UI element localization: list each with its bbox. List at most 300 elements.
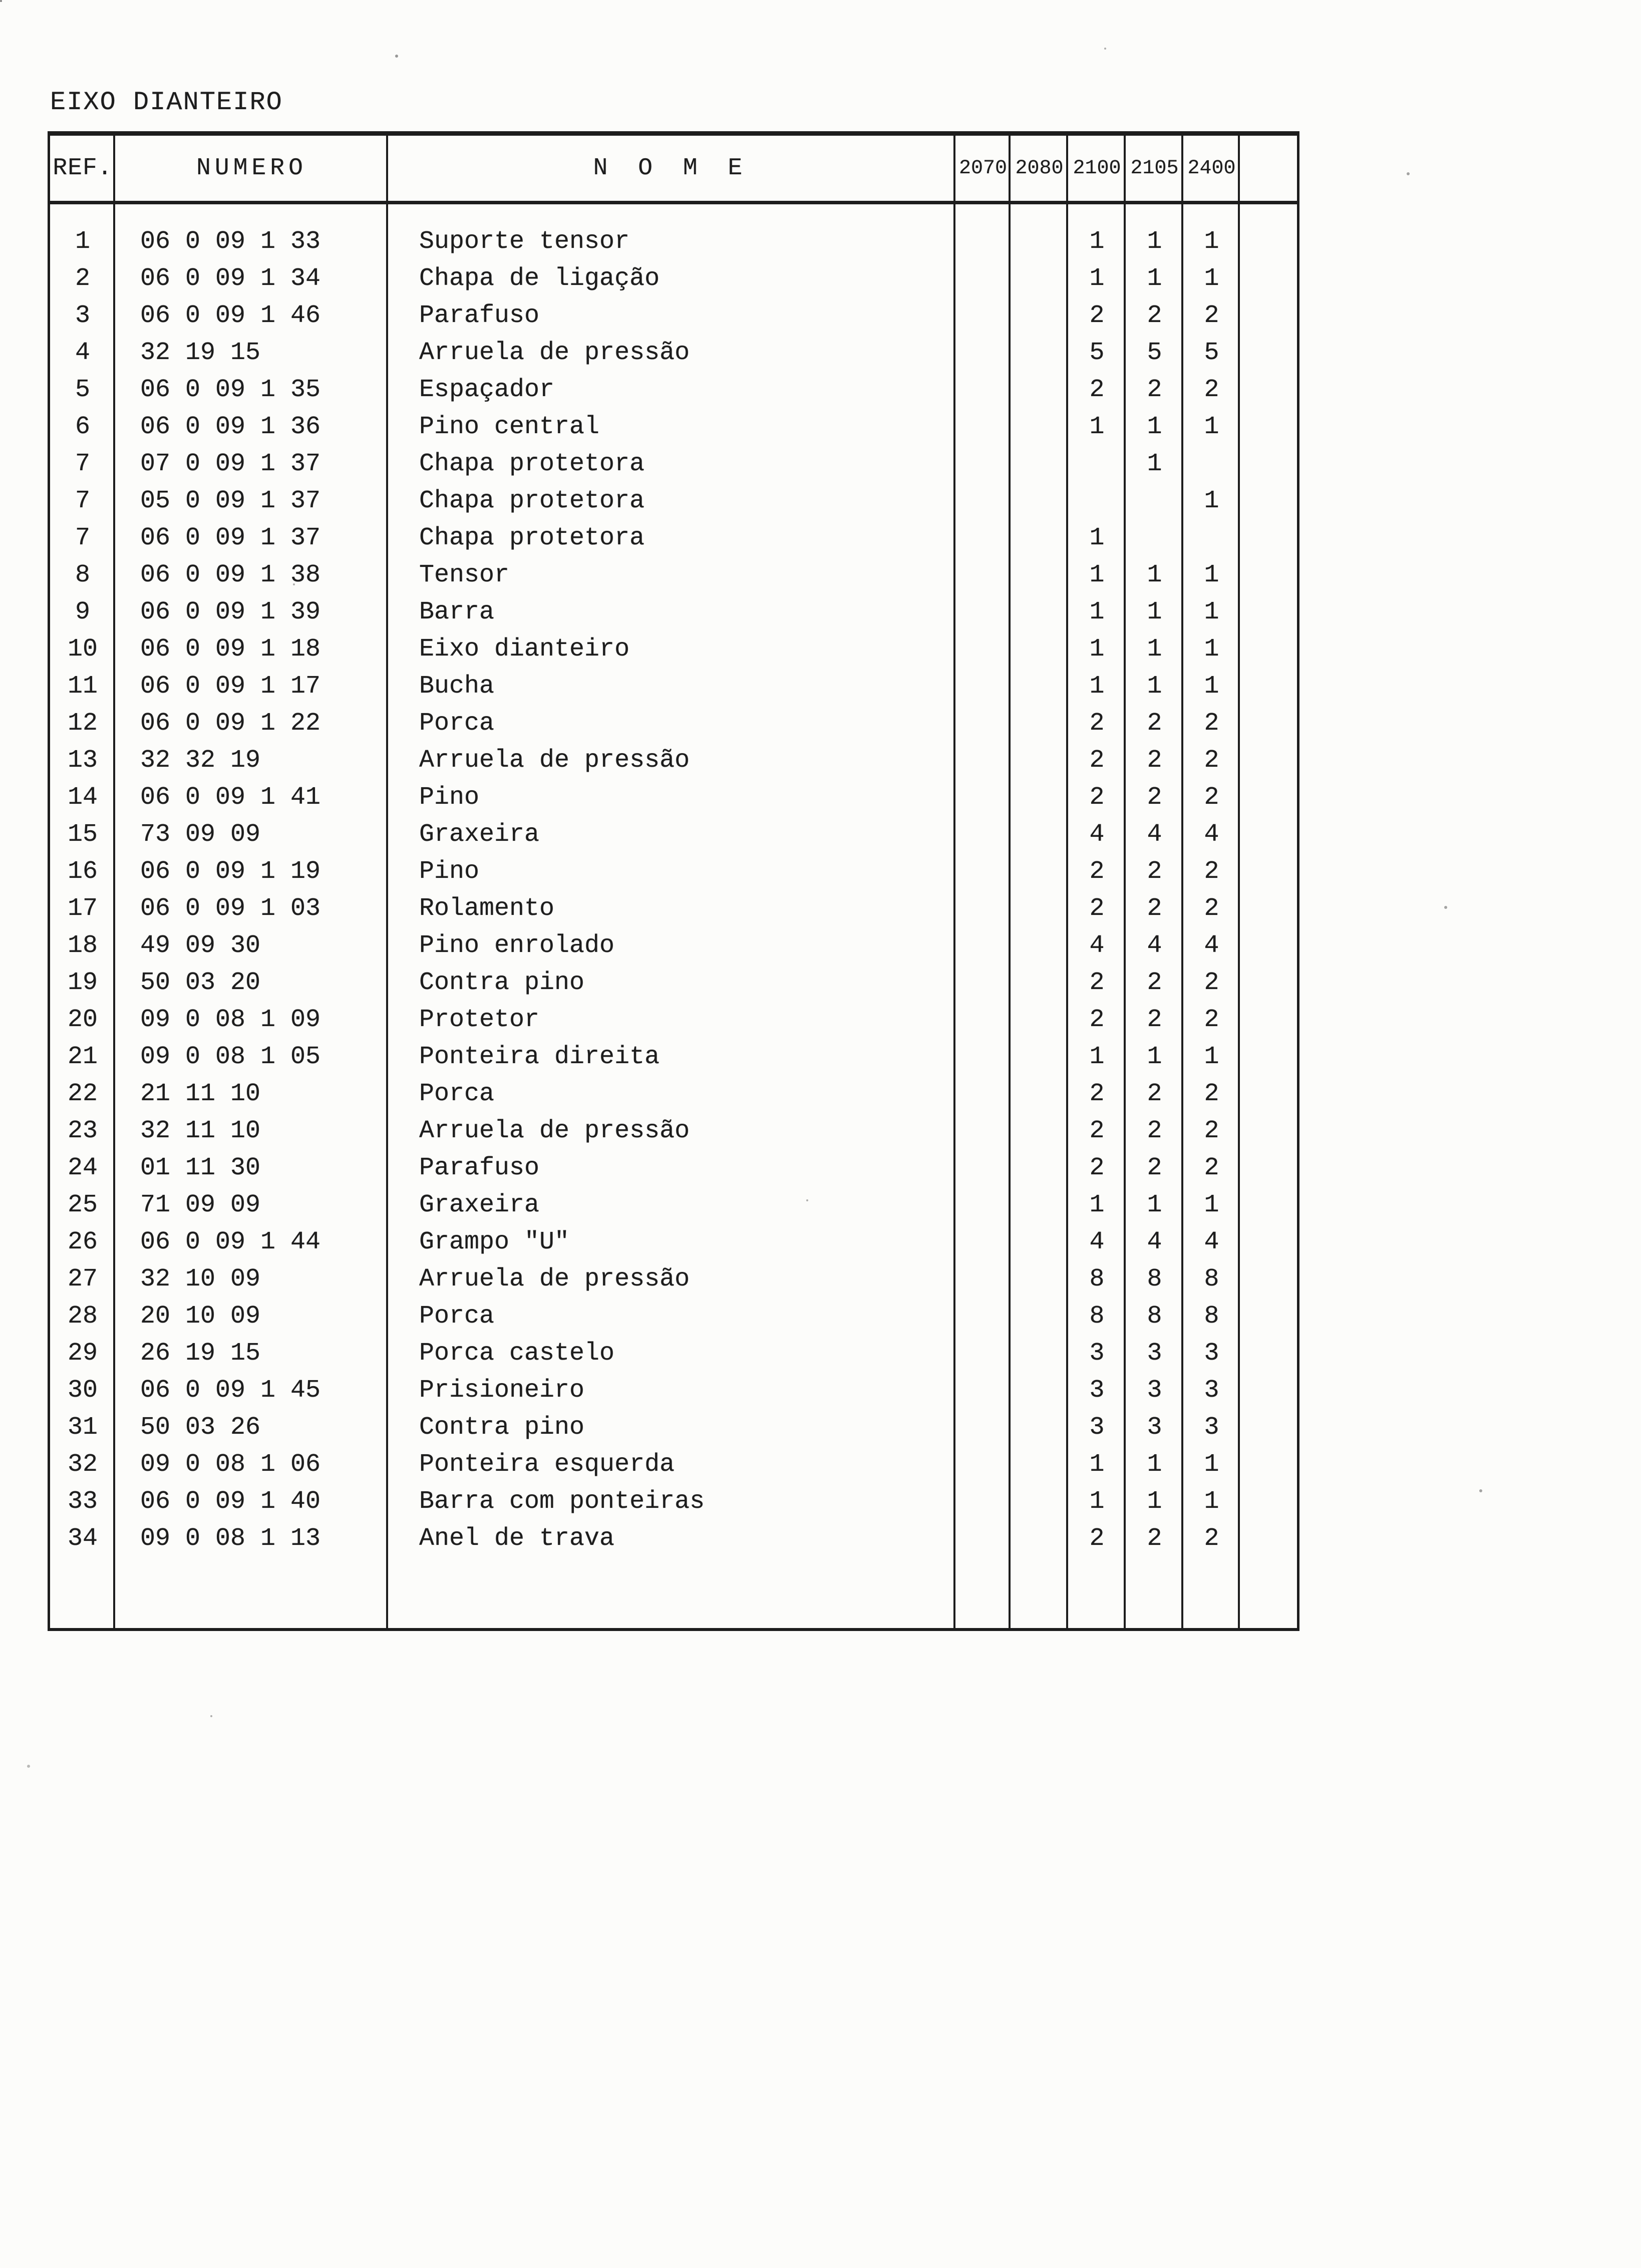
- qty-2100-cell: 1: [1089, 264, 1105, 293]
- nome-cell: Arruela de pressão: [419, 746, 690, 775]
- ref-cell: 26: [67, 1227, 98, 1256]
- nome-cell: Prisioneiro: [419, 1376, 585, 1405]
- nome-cell: Barra com ponteiras: [419, 1487, 705, 1516]
- numero-cell: 06 0 09 1 38: [140, 560, 321, 589]
- nome-cell: Eixo dianteiro: [419, 634, 630, 664]
- qty-2105-cell: 1: [1147, 227, 1162, 256]
- extra-cell: [1240, 1335, 1297, 1372]
- qty-2070-cell: [955, 297, 1011, 334]
- qty-2100-cell: 2: [1089, 894, 1105, 923]
- ref-cell: 4: [75, 338, 90, 367]
- qty-2080-cell: [1011, 668, 1068, 705]
- extra-cell: [1240, 482, 1297, 519]
- qty-2105-cell: 5: [1147, 338, 1162, 367]
- qty-2105-cell: 2: [1147, 857, 1162, 886]
- qty-2070-cell: [955, 334, 1011, 371]
- qty-2105-cell: 1: [1147, 412, 1162, 441]
- qty-2105-cell: [1126, 519, 1183, 556]
- nome-cell: Porca: [419, 709, 495, 738]
- qty-2400-cell: 2: [1204, 857, 1219, 886]
- ref-cell: 29: [67, 1339, 98, 1368]
- header-ref: REF.: [53, 155, 113, 182]
- qty-2080-cell: [1011, 1149, 1068, 1186]
- numero-cell: 06 0 09 1 34: [140, 264, 321, 293]
- qty-2080-cell: [1011, 1186, 1068, 1223]
- nome-cell: Parafuso: [419, 301, 540, 330]
- qty-2080-cell: [1011, 1298, 1068, 1335]
- qty-2100-cell: 1: [1089, 597, 1105, 626]
- header-model-2400: 2400: [1187, 157, 1236, 180]
- qty-2400-cell: 2: [1204, 1079, 1219, 1108]
- numero-cell: 06 0 09 1 18: [140, 634, 321, 664]
- qty-2400-cell: 1: [1204, 486, 1219, 515]
- qty-2105-cell: 2: [1147, 968, 1162, 997]
- qty-2400-cell: 1: [1204, 1190, 1219, 1219]
- numero-cell: 06 0 09 1 36: [140, 412, 321, 441]
- qty-2080-cell: [1011, 1335, 1068, 1372]
- table-row: [50, 1112, 1297, 1149]
- qty-2070-cell: [955, 408, 1011, 445]
- scan-speckles: [0, 0, 2, 2]
- table-row: [50, 630, 1297, 668]
- qty-2100-cell: 2: [1089, 857, 1105, 886]
- qty-2070-cell: [955, 1038, 1011, 1075]
- qty-2105-cell: 2: [1147, 1005, 1162, 1034]
- qty-2100-cell: 2: [1089, 783, 1105, 812]
- nome-cell: Porca castelo: [419, 1339, 615, 1368]
- qty-2070-cell: [955, 556, 1011, 593]
- qty-2080-cell: [1011, 223, 1068, 260]
- qty-2105-cell: 1: [1147, 1042, 1162, 1071]
- qty-2100-cell: 1: [1089, 1450, 1105, 1479]
- qty-2400-cell: 2: [1204, 894, 1219, 923]
- qty-2080-cell: [1011, 1446, 1068, 1483]
- extra-cell: [1240, 742, 1297, 779]
- qty-2070-cell: [955, 1186, 1011, 1223]
- qty-2100-cell: 3: [1089, 1413, 1105, 1442]
- table-row: [50, 371, 1297, 408]
- ref-cell: 27: [67, 1264, 98, 1293]
- qty-2100-cell: [1068, 445, 1126, 482]
- qty-2400-cell: 3: [1204, 1413, 1219, 1442]
- qty-2080-cell: [1011, 1372, 1068, 1409]
- ref-cell: 14: [67, 783, 98, 812]
- qty-2080-cell: [1011, 1409, 1068, 1446]
- qty-2080-cell: [1011, 1260, 1068, 1298]
- qty-2070-cell: [955, 630, 1011, 668]
- nome-cell: Arruela de pressão: [419, 338, 690, 367]
- nome-cell: Tensor: [419, 560, 510, 589]
- qty-2100-cell: 2: [1089, 746, 1105, 775]
- qty-2400-cell: 4: [1204, 820, 1219, 849]
- qty-2080-cell: [1011, 853, 1068, 890]
- qty-2070-cell: [955, 1149, 1011, 1186]
- qty-2100-cell: 2: [1089, 709, 1105, 738]
- numero-cell: 06 0 09 1 17: [140, 672, 321, 701]
- numero-cell: 06 0 09 1 37: [140, 523, 321, 552]
- qty-2400-cell: 4: [1204, 931, 1219, 960]
- header-model-2070: 2070: [958, 157, 1007, 180]
- qty-2400-cell: 2: [1204, 301, 1219, 330]
- numero-cell: 06 0 09 1 40: [140, 1487, 321, 1516]
- extra-cell: [1240, 371, 1297, 408]
- table-row: [50, 964, 1297, 1001]
- qty-2105-cell: 4: [1147, 931, 1162, 960]
- table-row: [50, 1520, 1297, 1557]
- nome-cell: Contra pino: [419, 1413, 585, 1442]
- numero-cell: 09 0 08 1 13: [140, 1524, 321, 1553]
- qty-2080-cell: [1011, 1075, 1068, 1112]
- table-row: [50, 927, 1297, 964]
- table-row: [50, 1223, 1297, 1260]
- numero-cell: 06 0 09 1 19: [140, 857, 321, 886]
- table-row: [50, 1186, 1297, 1223]
- extra-cell: [1240, 1001, 1297, 1038]
- table-row: [50, 816, 1297, 853]
- numero-cell: 21 11 10: [140, 1079, 261, 1108]
- qty-2400-cell: 8: [1204, 1302, 1219, 1331]
- extra-cell: [1240, 593, 1297, 630]
- qty-2400-cell: 2: [1204, 783, 1219, 812]
- qty-2105-cell: [1126, 482, 1183, 519]
- qty-2070-cell: [955, 260, 1011, 297]
- numero-cell: 32 19 15: [140, 338, 261, 367]
- qty-2105-cell: 1: [1147, 449, 1162, 478]
- qty-2400-cell: 5: [1204, 338, 1219, 367]
- nome-cell: Barra: [419, 597, 495, 626]
- qty-2070-cell: [955, 445, 1011, 482]
- qty-2105-cell: 1: [1147, 560, 1162, 589]
- qty-2400-cell: 2: [1204, 1153, 1219, 1182]
- numero-cell: 20 10 09: [140, 1302, 261, 1331]
- qty-2080-cell: [1011, 742, 1068, 779]
- qty-2100-cell: 8: [1089, 1302, 1105, 1331]
- ref-cell: 8: [75, 560, 90, 589]
- qty-2105-cell: 1: [1147, 634, 1162, 664]
- qty-2070-cell: [955, 1075, 1011, 1112]
- qty-2105-cell: 2: [1147, 375, 1162, 404]
- ref-cell: 23: [67, 1116, 98, 1145]
- qty-2400-cell: 1: [1204, 1450, 1219, 1479]
- numero-cell: 06 0 09 1 44: [140, 1227, 321, 1256]
- extra-cell: [1240, 668, 1297, 705]
- qty-2080-cell: [1011, 260, 1068, 297]
- extra-cell: [1240, 297, 1297, 334]
- table-row: [50, 593, 1297, 630]
- table-row: [50, 705, 1297, 742]
- column-divider-nome-2070: [953, 136, 955, 1628]
- qty-2070-cell: [955, 593, 1011, 630]
- table-header-row: [50, 136, 1297, 201]
- extra-cell: [1240, 260, 1297, 297]
- qty-2105-cell: 1: [1147, 1487, 1162, 1516]
- extra-cell: [1240, 1223, 1297, 1260]
- qty-2105-cell: 4: [1147, 820, 1162, 849]
- ref-cell: 7: [75, 449, 90, 478]
- ref-cell: 16: [67, 857, 98, 886]
- qty-2070-cell: [955, 1112, 1011, 1149]
- qty-2400-cell: 1: [1204, 227, 1219, 256]
- ref-cell: 1: [75, 227, 90, 256]
- extra-cell: [1240, 927, 1297, 964]
- table-row: [50, 260, 1297, 297]
- qty-2070-cell: [955, 816, 1011, 853]
- qty-2400-cell: 1: [1204, 597, 1219, 626]
- column-divider-numero-nome: [386, 136, 388, 1628]
- nome-cell: Graxeira: [419, 1190, 540, 1219]
- qty-2100-cell: 2: [1089, 375, 1105, 404]
- qty-2080-cell: [1011, 556, 1068, 593]
- extra-cell: [1240, 334, 1297, 371]
- qty-2070-cell: [955, 1223, 1011, 1260]
- extra-cell: [1240, 1298, 1297, 1335]
- qty-2105-cell: 1: [1147, 1190, 1162, 1219]
- qty-2100-cell: 2: [1089, 1524, 1105, 1553]
- qty-2070-cell: [955, 705, 1011, 742]
- ref-cell: 9: [75, 597, 90, 626]
- qty-2080-cell: [1011, 890, 1068, 927]
- numero-cell: 49 09 30: [140, 931, 261, 960]
- qty-2080-cell: [1011, 1520, 1068, 1557]
- table-row: [50, 1409, 1297, 1446]
- numero-cell: 32 10 09: [140, 1264, 261, 1293]
- parts-table: [48, 131, 1299, 1631]
- nome-cell: Chapa protetora: [419, 486, 645, 515]
- table-row: [50, 1372, 1297, 1409]
- ref-cell: 2: [75, 264, 90, 293]
- extra-cell: [1240, 890, 1297, 927]
- extra-cell: [1240, 1446, 1297, 1483]
- nome-cell: Parafuso: [419, 1153, 540, 1182]
- qty-2100-cell: 1: [1089, 1487, 1105, 1516]
- header-model-2080: 2080: [1015, 157, 1064, 180]
- qty-2070-cell: [955, 742, 1011, 779]
- numero-cell: 07 0 09 1 37: [140, 449, 321, 478]
- ref-cell: 7: [75, 486, 90, 515]
- nome-cell: Rolamento: [419, 894, 555, 923]
- qty-2400-cell: 2: [1204, 1524, 1219, 1553]
- extra-cell: [1240, 705, 1297, 742]
- numero-cell: 06 0 09 1 33: [140, 227, 321, 256]
- qty-2100-cell: 3: [1089, 1339, 1105, 1368]
- qty-2400-cell: 2: [1204, 375, 1219, 404]
- table-row: [50, 779, 1297, 816]
- qty-2100-cell: 1: [1089, 672, 1105, 701]
- qty-2100-cell: 2: [1089, 1116, 1105, 1145]
- qty-2400-cell: [1183, 445, 1240, 482]
- extra-cell: [1240, 1075, 1297, 1112]
- qty-2080-cell: [1011, 593, 1068, 630]
- qty-2105-cell: 2: [1147, 783, 1162, 812]
- qty-2070-cell: [955, 371, 1011, 408]
- qty-2100-cell: 1: [1089, 560, 1105, 589]
- qty-2080-cell: [1011, 1223, 1068, 1260]
- ref-cell: 25: [67, 1190, 98, 1219]
- qty-2070-cell: [955, 223, 1011, 260]
- qty-2080-cell: [1011, 927, 1068, 964]
- ref-cell: 24: [67, 1153, 98, 1182]
- qty-2100-cell: [1068, 482, 1126, 519]
- nome-cell: Chapa protetora: [419, 523, 645, 552]
- qty-2070-cell: [955, 890, 1011, 927]
- nome-cell: Pino enrolado: [419, 931, 615, 960]
- qty-2105-cell: 3: [1147, 1376, 1162, 1405]
- qty-2070-cell: [955, 1446, 1011, 1483]
- numero-cell: 73 09 09: [140, 820, 261, 849]
- table-row: [50, 742, 1297, 779]
- qty-2105-cell: 8: [1147, 1302, 1162, 1331]
- qty-2070-cell: [955, 853, 1011, 890]
- qty-2105-cell: 4: [1147, 1227, 1162, 1256]
- qty-2070-cell: [955, 1372, 1011, 1409]
- table-row: [50, 1001, 1297, 1038]
- numero-cell: 09 0 08 1 05: [140, 1042, 321, 1071]
- qty-2070-cell: [955, 482, 1011, 519]
- table-row: [50, 890, 1297, 927]
- qty-2100-cell: 2: [1089, 1005, 1105, 1034]
- nome-cell: Bucha: [419, 672, 495, 701]
- qty-2070-cell: [955, 1483, 1011, 1520]
- ref-cell: 32: [67, 1450, 98, 1479]
- qty-2080-cell: [1011, 779, 1068, 816]
- qty-2100-cell: 4: [1089, 820, 1105, 849]
- table-row: [50, 1260, 1297, 1298]
- qty-2105-cell: 1: [1147, 264, 1162, 293]
- qty-2080-cell: [1011, 445, 1068, 482]
- extra-cell: [1240, 853, 1297, 890]
- nome-cell: Espaçador: [419, 375, 555, 404]
- qty-2100-cell: 2: [1089, 968, 1105, 997]
- table-row: [50, 1335, 1297, 1372]
- qty-2400-cell: 1: [1204, 672, 1219, 701]
- ref-cell: 17: [67, 894, 98, 923]
- qty-2400-cell: 1: [1204, 264, 1219, 293]
- qty-2080-cell: [1011, 297, 1068, 334]
- column-divider-2105-2400: [1181, 136, 1183, 1628]
- qty-2400-cell: 2: [1204, 746, 1219, 775]
- table-body: [50, 201, 1297, 1557]
- numero-cell: 06 0 09 1 35: [140, 375, 321, 404]
- ref-cell: 6: [75, 412, 90, 441]
- numero-cell: 32 32 19: [140, 746, 261, 775]
- qty-2105-cell: 2: [1147, 709, 1162, 738]
- qty-2100-cell: 1: [1089, 227, 1105, 256]
- qty-2105-cell: 2: [1147, 1116, 1162, 1145]
- nome-cell: Grampo "U": [419, 1227, 570, 1256]
- table-row: [50, 1483, 1297, 1520]
- qty-2080-cell: [1011, 482, 1068, 519]
- table-row: [50, 408, 1297, 445]
- qty-2105-cell: 2: [1147, 1524, 1162, 1553]
- qty-2105-cell: 3: [1147, 1413, 1162, 1442]
- extra-cell: [1240, 1038, 1297, 1075]
- table-row: [50, 1075, 1297, 1112]
- table-row: [50, 334, 1297, 371]
- qty-2400-cell: 4: [1204, 1227, 1219, 1256]
- qty-2070-cell: [955, 1520, 1011, 1557]
- qty-2080-cell: [1011, 334, 1068, 371]
- qty-2400-cell: 2: [1204, 1005, 1219, 1034]
- qty-2100-cell: 4: [1089, 1227, 1105, 1256]
- extra-cell: [1240, 445, 1297, 482]
- qty-2080-cell: [1011, 816, 1068, 853]
- qty-2080-cell: [1011, 1038, 1068, 1075]
- extra-cell: [1240, 1186, 1297, 1223]
- column-divider-2080-2100: [1066, 136, 1068, 1628]
- numero-cell: 06 0 09 1 46: [140, 301, 321, 330]
- extra-cell: [1240, 1520, 1297, 1557]
- qty-2105-cell: 1: [1147, 672, 1162, 701]
- qty-2400-cell: 1: [1204, 412, 1219, 441]
- table-row: [50, 556, 1297, 593]
- table-row: [50, 297, 1297, 334]
- extra-cell: [1240, 1260, 1297, 1298]
- qty-2400-cell: 1: [1204, 560, 1219, 589]
- qty-2105-cell: 2: [1147, 1153, 1162, 1182]
- ref-cell: 7: [75, 523, 90, 552]
- extra-cell: [1240, 1372, 1297, 1409]
- ref-cell: 28: [67, 1302, 98, 1331]
- numero-cell: 26 19 15: [140, 1339, 261, 1368]
- table-row: [50, 519, 1297, 556]
- ref-cell: 33: [67, 1487, 98, 1516]
- ref-cell: 12: [67, 709, 98, 738]
- column-divider-2100-2105: [1124, 136, 1126, 1628]
- qty-2080-cell: [1011, 408, 1068, 445]
- qty-2080-cell: [1011, 964, 1068, 1001]
- qty-2070-cell: [955, 1001, 1011, 1038]
- qty-2105-cell: 2: [1147, 301, 1162, 330]
- qty-2400-cell: 1: [1204, 634, 1219, 664]
- header-numero: NUMERO: [196, 155, 307, 182]
- extra-cell: [1240, 964, 1297, 1001]
- column-divider-2400-extra: [1238, 136, 1240, 1628]
- qty-2100-cell: 2: [1089, 1153, 1105, 1182]
- nome-cell: Graxeira: [419, 820, 540, 849]
- extra-cell: [1240, 1112, 1297, 1149]
- qty-2400-cell: [1183, 519, 1240, 556]
- qty-2100-cell: 1: [1089, 1190, 1105, 1219]
- ref-cell: 10: [67, 634, 98, 664]
- qty-2400-cell: 1: [1204, 1042, 1219, 1071]
- qty-2100-cell: 4: [1089, 931, 1105, 960]
- header-extra-column: [1240, 136, 1297, 201]
- qty-2105-cell: 1: [1147, 1450, 1162, 1479]
- qty-2400-cell: 2: [1204, 968, 1219, 997]
- ref-cell: 18: [67, 931, 98, 960]
- page-title: EIXO DIANTEIRO: [50, 88, 283, 117]
- qty-2080-cell: [1011, 1483, 1068, 1520]
- qty-2100-cell: 1: [1089, 634, 1105, 664]
- numero-cell: 71 09 09: [140, 1190, 261, 1219]
- nome-cell: Chapa de ligação: [419, 264, 660, 293]
- qty-2070-cell: [955, 964, 1011, 1001]
- ref-cell: 5: [75, 375, 90, 404]
- ref-cell: 3: [75, 301, 90, 330]
- qty-2070-cell: [955, 927, 1011, 964]
- numero-cell: 50 03 26: [140, 1413, 261, 1442]
- ref-cell: 30: [67, 1376, 98, 1405]
- table-row: [50, 853, 1297, 890]
- ref-cell: 11: [67, 672, 98, 701]
- qty-2070-cell: [955, 1335, 1011, 1372]
- table-row: [50, 482, 1297, 519]
- numero-cell: 06 0 09 1 41: [140, 783, 321, 812]
- extra-cell: [1240, 519, 1297, 556]
- qty-2100-cell: 3: [1089, 1376, 1105, 1405]
- qty-2070-cell: [955, 1298, 1011, 1335]
- qty-2100-cell: 8: [1089, 1264, 1105, 1293]
